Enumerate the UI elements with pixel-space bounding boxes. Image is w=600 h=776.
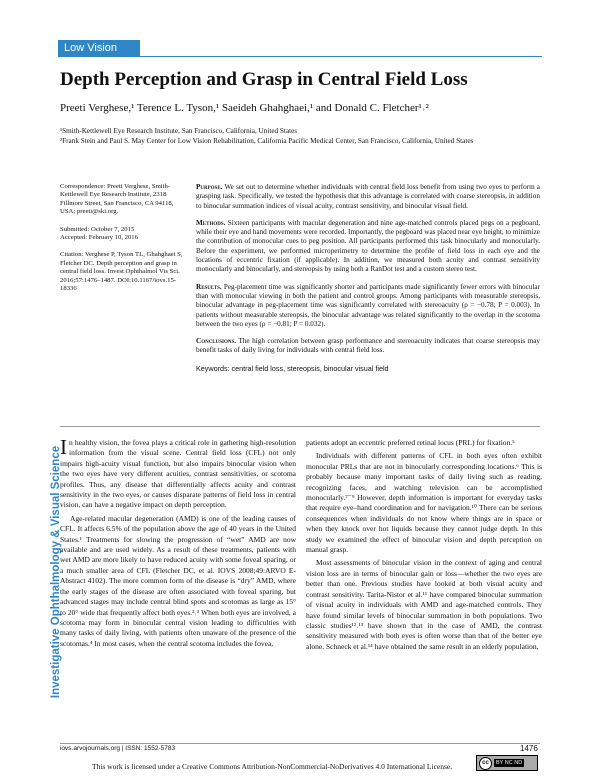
keywords: Keywords: central field loss, stereopsis, binocular visual field	[196, 363, 389, 373]
abstract-divider	[60, 426, 540, 427]
affiliations	[60, 127, 540, 147]
footer-rule	[60, 743, 540, 744]
results-text: Peg-placement time was significantly shorter and participants made significantly fewer errors with binocular than with monocular viewing in both the patient and control groups. Among participants with measurable stereopsis, binocular advantage in peg-placement time was significantly correlated with stereoacuity (ρ = −0.78; P = 0.003). In patients without measurable stereopsis, the binocular advantage was related significantly to the overlap in the scotoma between the two eyes (ρ = −0.81; P = 0.032).	[196, 282, 540, 328]
correspondence: Correspondence: Preeti Verghese, Smith-Kettlewell Eye Research Institute, 2318 Fillmore Street, San Francisco, CA 94118, USA; preeti@ski.org.	[60, 183, 174, 216]
abstract	[196, 183, 540, 381]
article-meta	[60, 183, 188, 302]
abstract-methods	[196, 219, 540, 275]
drop-cap: I	[60, 435, 67, 459]
section-rule	[58, 56, 542, 57]
cc-icon: cc	[479, 757, 492, 770]
journal-vertical-title: Investigative Ophthalmology & Visual Science	[50, 445, 62, 699]
cc-license-label: BY NC ND	[496, 760, 523, 766]
abstract-conclusions	[196, 337, 540, 356]
paragraph: Most assessments of binocular vision in the context of aging and central vision loss are in terms of binocular gain or loss—whether the two eyes are better than one. Previous studies have looked at both visual acuity and contrast sensitivity. Tarita-Nistor et al.¹¹ have compared binocular summation of visual acuity in individuals with AMD and age-matched controls. They have found similar levels of binocular summation in both populations. Two classic studies¹²˒¹³ have shown that in the case of AMD, the contrast sensitivity measured with both eyes is often worse than that of the better eye alone. Schneck et al.¹⁴ have obtained the same result in an elderly population,	[306, 558, 542, 651]
methods-text: Sixteen participants with macular degeneration and nine age-matched controls placed pegs on a pegboard, while their eye and hand movements were recorded. Importantly, the pegboard was placed near eye height, to minimize the contribution of monocular cues to peg position. All participants performed this task binocularly and monocularly. Before the experiment, we performed microperimetry to determine the profile of field loss in each eye and the locations of eccentric fixation (if applicable). In addition, we measured both acuity and contrast sensitivity monocularly and binocularly, and stereopsis by using both a RanDot test and a custom stereo test.	[196, 218, 540, 274]
purpose-label: Purpose.	[196, 183, 223, 191]
results-label: Results.	[196, 282, 222, 291]
conclusions-text: The high correlation between grasp performance and stereoacuity indicates that coarse stereopsis may benefit tasks of daily living for individuals with central field loss.	[196, 337, 540, 355]
abstract-purpose	[196, 183, 540, 211]
accepted-date: Accepted: February 10, 2016	[60, 234, 138, 242]
paragraph: Individuals with different patterns of CFL in both eyes often exhibit monocular PRLs that are not in binocularly corresponding locations.⁶ This is probably because many important tasks of daily living such as reading, recognizing faces, and watching television can be accomplished monocularly.⁷⁻⁹ However, depth information is important for everyday tasks that require eye–hand coordination and for navigation.¹⁰ There can be serious consequences when individuals do not know where things are in space or when they knock over hot liquids because they cannot judge depth. In this study we examined the effect of binocular vision and depth perception on manual grasp.	[306, 451, 542, 555]
paragraph-text: n healthy vision, the fovea plays a critical role in gathering high-resolution information from the visual scene. Central field loss (CFL) not only impairs high-acuity visual function, but also impairs binocular vision when the two eyes have very different acuities, contrast sensitivities, or scotoma profiles. Thus, any disease that differentially affects acuity and contrast sensitivity in the two eyes, or causes disparate patterns of field loss in central vision, can have a negative impact on depth perception.	[60, 438, 296, 510]
cc-license-badge[interactable]	[476, 755, 538, 771]
submitted-date: Submitted: October 7, 2015	[60, 225, 135, 233]
license-text: This work is licensed under a Creative Commons Attribution-NonCommercial-NoDerivatives 4.0 International License.	[92, 762, 453, 771]
paragraph	[60, 435, 296, 511]
article-title: Depth Perception and Grasp in Central Field Loss	[60, 69, 468, 90]
methods-label: Methods.	[196, 218, 226, 227]
conclusions-label: Conclusions.	[196, 337, 237, 346]
paragraph: patients adopt an eccentric preferred retinal locus (PRL) for fixation.⁵	[306, 438, 515, 447]
section-tag: Low Vision	[58, 40, 140, 57]
purpose-text: We set out to determine whether individuals with central field loss benefit from using two eyes to perform a grasping task. Specifically, we tested the hypothesis that this advantage is correlated with coarse stereopsis, in addition to binocular summation indices of visual acuity, contrast sensitivity, and binocular visual field.	[196, 183, 540, 210]
affiliation-1: ¹Smith-Kettlewell Eye Research Institute, San Francisco, California, United States	[60, 127, 298, 135]
citation: Citation: Verghese P, Tyson TL, Ghahghaei S, Fletcher DC. Depth perception and grasp in central field loss. Invest Ophthalmol Vis Sci. 2016;57:1476–1487. DOI:10.1167/iovs.15-18336	[60, 251, 183, 293]
author-list: Preeti Verghese,¹ Terence L. Tyson,¹ Saeideh Ghahghaei,¹ and Donald C. Fletcher¹˒²	[60, 102, 429, 114]
page-number: 1476	[520, 744, 538, 753]
abstract-results	[196, 283, 540, 329]
body-column-right	[306, 438, 542, 655]
journal-url-issn[interactable]: iovs.arvojournals.org | ISSN: 1552-5783	[60, 745, 176, 752]
affiliation-2: ²Frank Stein and Paul S. May Center for Low Vision Rehabilitation, California Pacific Medical Center, San Francisco, California, United States	[60, 136, 474, 145]
paragraph: Age-related macular degeneration (AMD) is one of the leading causes of CFL. It affects 6.5% of the population above the age of 40 years in the United States.¹ Treatments for slowing the progression of “wet” AMD are now available and are used widely. As a result of these treatments, patients with wet AMD are more likely to have reduced acuity with some foveal sparing, or a much smaller area of CFL (Fletcher DC, et al. IOVS 2008;49:ARVO E-Abstract 4102). The more common form of the disease is “dry” AMD, where the early stages of the disease are often associated with foveal sparing, but advanced stages may include central blind spots and scotomas as large as 15° to 20° wide that frequently affect both eyes.²˒³ When both eyes are involved, a scotoma may form in binocular central vision leading to difficulties with many tasks of daily living, with patients often unaware of the presence of the scotomas.⁴ In most cases, when the central scotoma includes the fovea,	[60, 513, 296, 648]
body-column-left	[60, 435, 296, 652]
